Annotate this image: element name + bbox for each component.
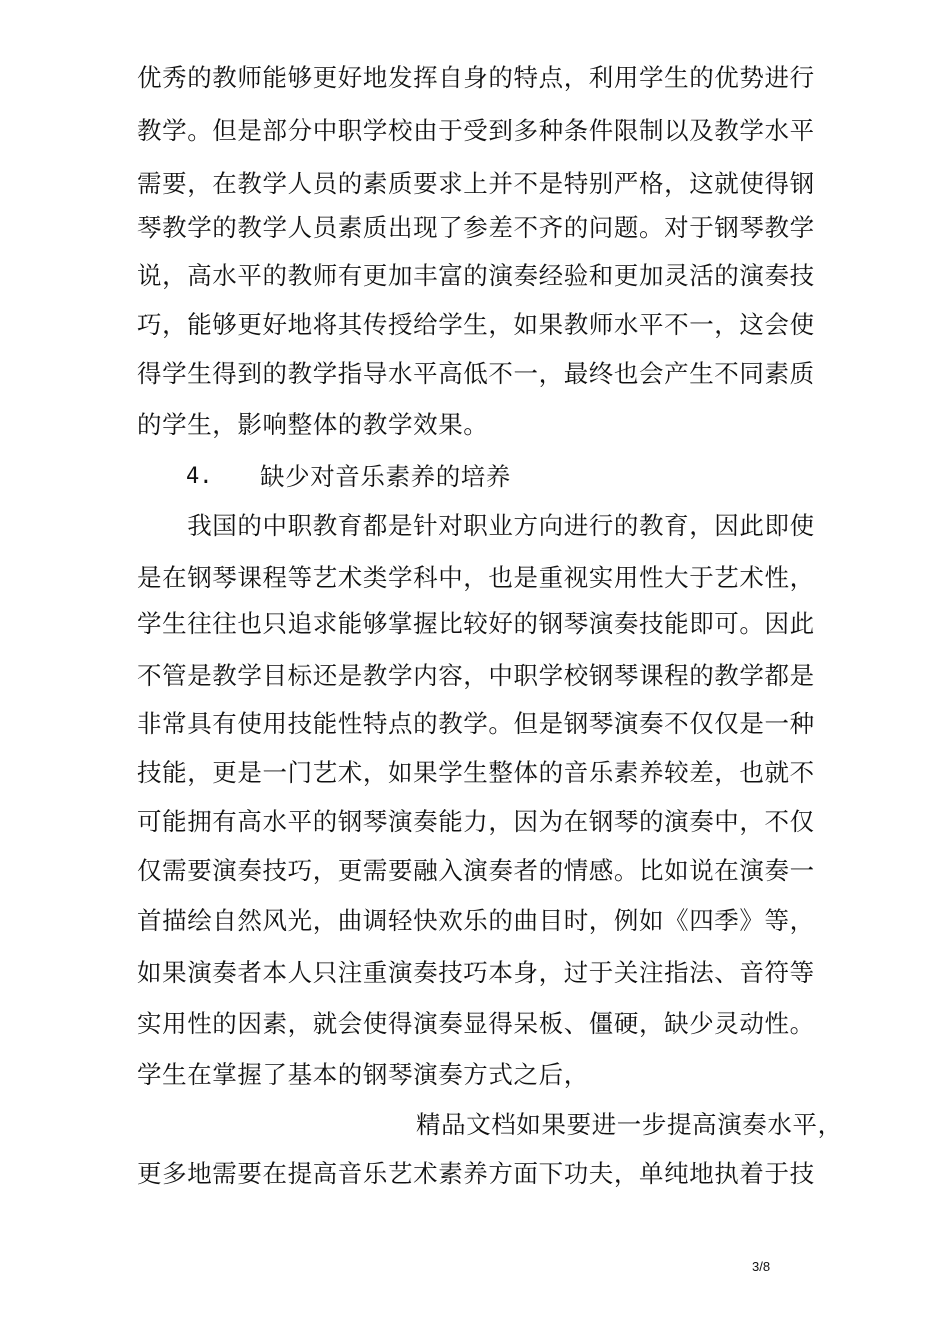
paragraph-line: 不管是教学目标还是教学内容，中职学校钢琴课程的教学都是 [137, 661, 815, 690]
paragraph-line: 如果演奏者本人只注重演奏技巧本身，过于关注指法、音符等 [137, 958, 815, 987]
paragraph-line: 优秀的教师能够更好地发挥自身的特点，利用学生的优势进行 [137, 63, 815, 92]
watermark-line: 精品文档如果要进一步提高演奏水平， [416, 1110, 843, 1139]
paragraph-line: 非常具有使用技能性特点的教学。但是钢琴演奏不仅仅是一种 [137, 709, 815, 738]
page-number: 3/8 [752, 1259, 771, 1274]
paragraph-line: 首描绘自然风光，曲调轻快欢乐的曲目时，例如《四季》等， [137, 906, 815, 935]
paragraph-line: 教学。但是部分中职学校由于受到多种条件限制以及教学水平 [137, 116, 815, 145]
paragraph-line: 的学生，影响整体的教学效果。 [137, 410, 489, 439]
paragraph-line: 可能拥有高水平的钢琴演奏能力，因为在钢琴的演奏中，不仅 [137, 807, 815, 836]
paragraph-line: 学生往往也只追求能够掌握比较好的钢琴演奏技能即可。因此 [137, 609, 815, 638]
paragraph-line: 巧，能够更好地将其传授给学生，如果教师水平不一，这会使 [137, 310, 815, 339]
paragraph-line: 学生在掌握了基本的钢琴演奏方式之后， [137, 1060, 589, 1089]
paragraph-line: 是在钢琴课程等艺术类学科中，也是重视实用性大于艺术性， [137, 563, 815, 592]
paragraph-line: 仅需要演奏技巧，更需要融入演奏者的情感。比如说在演奏一 [137, 856, 815, 885]
paragraph-line: 实用性的因素，就会使得演奏显得呆板、僵硬，缺少灵动性。 [137, 1009, 815, 1038]
section-heading: 缺少对音乐素养的培养 [260, 462, 511, 491]
paragraph-line: 得学生得到的教学指导水平高低不一，最终也会产生不同素质 [137, 359, 815, 388]
paragraph-line: 说，高水平的教师有更加丰富的演奏经验和更加灵活的演奏技 [137, 261, 815, 290]
section-number: 4. [186, 464, 213, 489]
paragraph-line: 琴教学的教学人员素质出现了参差不齐的问题。对于钢琴教学 [137, 213, 815, 242]
paragraph-line: 更多地需要在提高音乐艺术素养方面下功夫，单纯地执着于技 [137, 1159, 815, 1188]
paragraph-line: 需要，在教学人员的素质要求上并不是特别严格，这就使得钢 [137, 169, 815, 198]
paragraph-line: 我国的中职教育都是针对职业方向进行的教育，因此即使 [137, 511, 815, 540]
paragraph-line: 技能，更是一门艺术，如果学生整体的音乐素养较差，也就不 [137, 758, 815, 787]
